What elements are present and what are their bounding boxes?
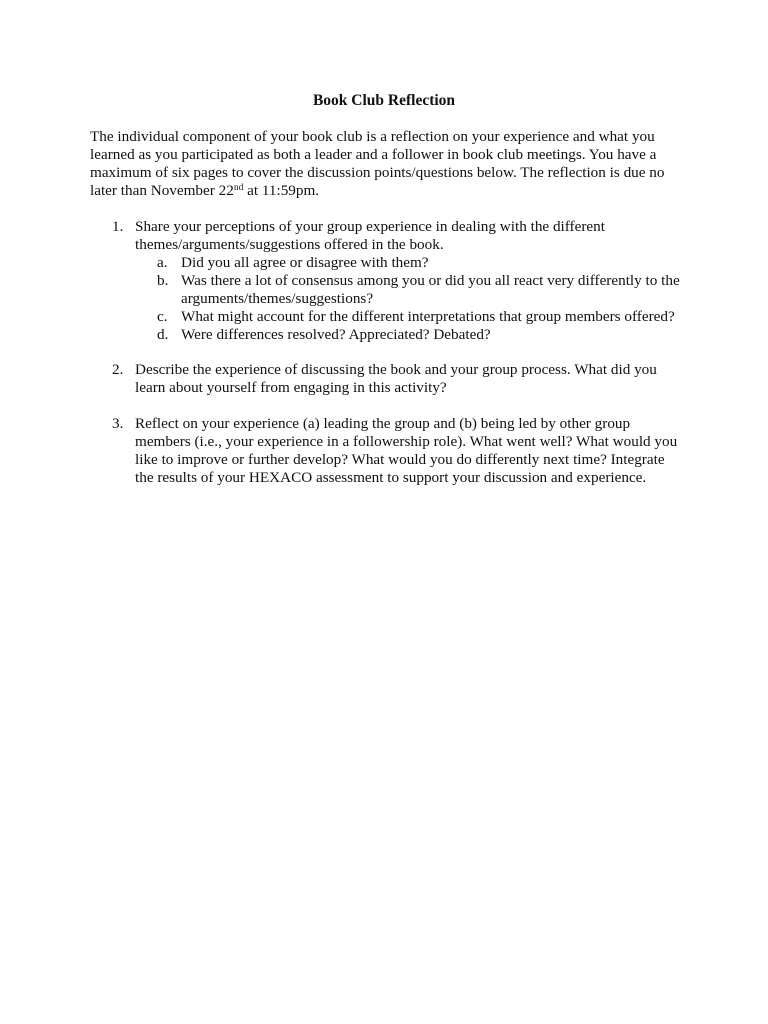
- item-line: members (i.e., your experience in a followership role). What went well? What would you: [135, 433, 678, 450]
- intro-due-time: at 11:59pm.: [243, 182, 320, 199]
- subitem-line: Did you all agree or disagree with them?: [181, 254, 429, 271]
- subitem-line: Were differences resolved? Appreciated? Debated?: [181, 326, 491, 343]
- subitem-line: Was there a lot of consensus among you or did you all react very differently to the: [181, 272, 680, 289]
- intro-line: The individual component of your book club is a reflection on your experience and what you: [90, 128, 655, 145]
- subitem-letter: a.: [157, 254, 168, 271]
- sublist-item: [135, 308, 695, 326]
- item-text: [135, 361, 695, 397]
- item-line: Reflect on your experience (a) leading the group and (b) being led by other group: [135, 415, 631, 432]
- subitem-letter: b.: [157, 272, 169, 289]
- sublist-item: [135, 326, 695, 344]
- intro-due-text: later than November 22: [90, 182, 234, 199]
- item-line: the results of your HEXACO assessment to support your discussion and experience.: [135, 469, 647, 486]
- intro-line: maximum of six pages to cover the discussion points/questions below. The reflection is due no: [90, 164, 665, 181]
- item-line: Describe the experience of discussing the book and your group process. What did you: [135, 361, 657, 378]
- item-text: [135, 415, 695, 487]
- item-line: themes/arguments/suggestions offered in the book.: [135, 236, 444, 253]
- intro-line: learned as you participated as both a leader and a follower in book club meetings. You have a: [90, 146, 657, 163]
- intro-paragraph: [90, 128, 690, 200]
- subitem-line: What might account for the different interpretations that group members offered?: [181, 308, 675, 325]
- subitem-letter: c.: [157, 308, 168, 325]
- item-number: 3.: [112, 415, 124, 432]
- item-number: 2.: [112, 361, 124, 378]
- sublist-item: [135, 254, 695, 272]
- item-text: [135, 218, 695, 254]
- item-line: learn about yourself from engaging in this activity?: [135, 379, 447, 396]
- item-line: Share your perceptions of your group experience in dealing with the different: [135, 218, 605, 235]
- item-number: 1.: [112, 218, 124, 235]
- subitem-letter: d.: [157, 326, 169, 343]
- intro-line: [90, 182, 690, 200]
- sublist-item: [135, 272, 695, 308]
- ordinal-suffix: nd: [233, 183, 244, 193]
- item-line: like to improve or further develop? What would you do differently next time? Integrate: [135, 451, 665, 468]
- subitem-line: arguments/themes/suggestions?: [181, 290, 374, 307]
- page-title: Book Club Reflection: [312, 92, 456, 109]
